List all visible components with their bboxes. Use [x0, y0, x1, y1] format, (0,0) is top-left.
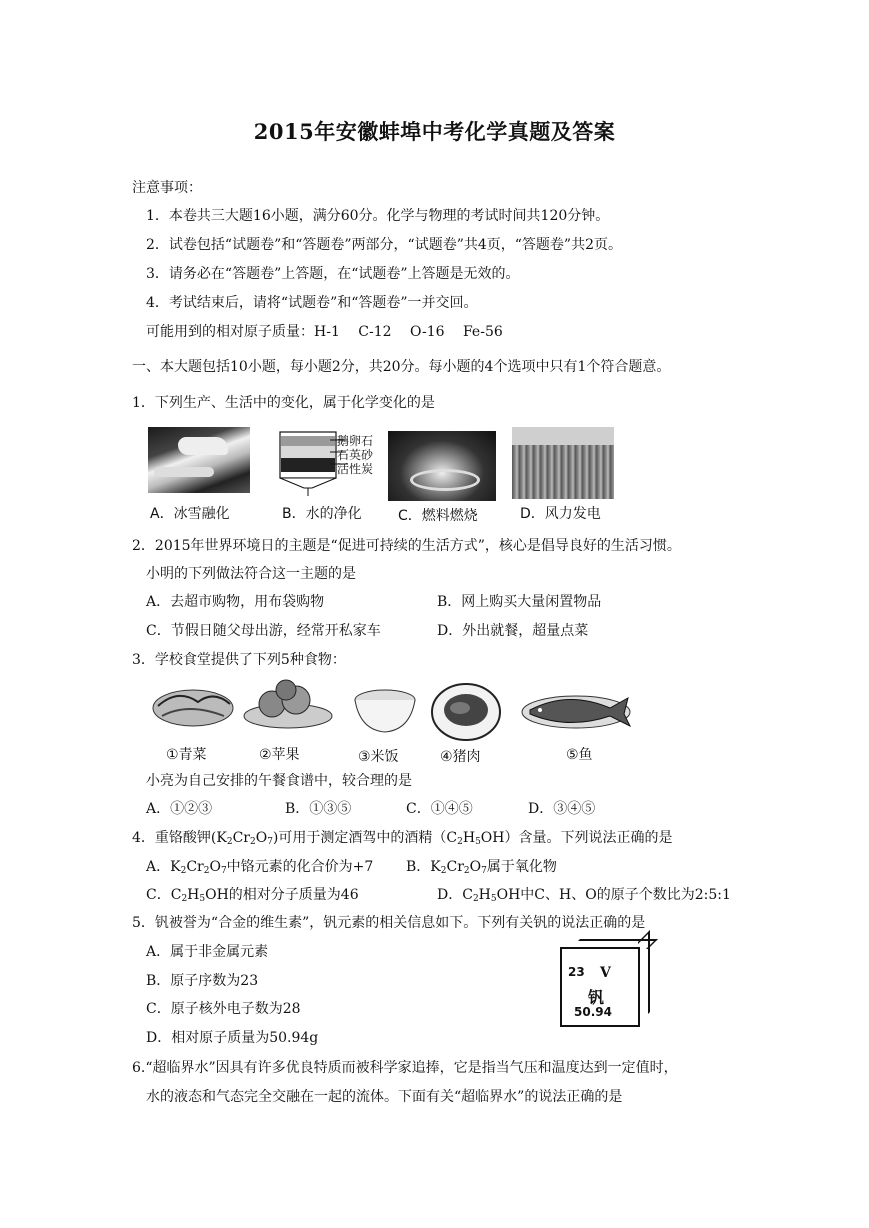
- q5-option-b: B．原子序数为23: [146, 973, 259, 989]
- food-label-5: ⑤鱼: [566, 747, 593, 763]
- q3-option-d: D．③④⑤: [528, 801, 596, 817]
- q4-option-c: C．$C_2H_5OH$的相对分子质量为46: [146, 887, 359, 904]
- food-label-4: ④猪肉: [440, 749, 481, 765]
- notice-item-2: 2．试卷包括“试题卷”和“答题卷”两部分，“试题卷”共4页，“答题卷”共2页。: [146, 237, 622, 253]
- q5-option-c: C．原子核外电子数为28: [146, 1001, 301, 1017]
- q3-option-b: B．①③⑤: [285, 801, 352, 817]
- atomic-masses: 可能用到的相对原子质量：H-1 C-12 O-16 Fe-56: [146, 324, 503, 340]
- apple-plate-image: [240, 676, 336, 734]
- element-symbol: V: [600, 965, 611, 981]
- q2-option-d: D．外出就餐，超量点菜: [437, 623, 589, 639]
- q1-caption-b: B．水的净化: [282, 506, 362, 522]
- q3-option-c: C．①④⑤: [406, 801, 473, 817]
- q4-stem: 4．重铬酸钾$(K_2Cr_2O_7)$可用于测定酒驾中的酒精$(C_2H_5OH)$含量。下列说法正确的是: [132, 830, 673, 847]
- notice-item-3: 3．请务必在“答题卷”上答题，在“试题卷”上答题是无效的。: [146, 266, 520, 282]
- q2-option-a: A．去超市购物，用布袋购物: [146, 594, 325, 610]
- q3-option-a: A．①②③: [146, 801, 213, 817]
- element-name: 钒: [588, 988, 605, 1007]
- food-label-3: ③米饭: [358, 749, 399, 765]
- notice-item-1: 1．本卷共三大题16小题，满分60分。化学与物理的考试时间共120分钟。: [146, 208, 610, 224]
- snow-melting-image: [148, 427, 250, 493]
- food-label-1: ①青菜: [166, 747, 207, 763]
- q6-stem-line2: 水的液态和气态完全交融在一起的流体。下面有关“超临界水”的说法正确的是: [146, 1089, 623, 1105]
- q5-option-d: D．相对原子质量为50.94g: [146, 1030, 319, 1046]
- q5-stem: 5．钒被誉为“合金的维生素”，钒元素的相关信息如下。下列有关钒的说法正确的是: [132, 915, 646, 931]
- q3-question: 小亮为自己安排的午餐食谱中，较合理的是: [146, 773, 412, 789]
- notice-heading: 注意事项：: [132, 180, 202, 196]
- element-atomic-number: 23: [568, 965, 585, 979]
- q2-option-b: B．网上购买大量闲置物品: [437, 594, 602, 610]
- q2-option-c: C．节假日随父母出游，经常开私家车: [146, 623, 381, 639]
- element-atomic-mass: 50.94: [574, 1005, 612, 1019]
- vegetable-image: [148, 682, 238, 732]
- pork-plate-image: [430, 680, 502, 742]
- section-heading: 一、本大题包括10小题，每小题2分，共20分。每小题的4个选项中只有1个符合题意。: [132, 359, 671, 375]
- q1-caption-a: A．冰雪融化: [150, 506, 230, 522]
- food-label-2: ②苹果: [259, 747, 300, 763]
- filter-label-pebble: 鹅卵石: [337, 434, 374, 448]
- rice-bowl-image: [352, 682, 418, 738]
- q5-option-a: A．属于非金属元素: [146, 944, 269, 960]
- q1-caption-c: C．燃料燃烧: [398, 508, 478, 524]
- q4-option-a: A．$K_2Cr_2O_7$中铬元素的化合价为+7: [146, 859, 374, 876]
- gas-burner-image: [388, 431, 496, 501]
- q1-caption-d: D．风力发电: [520, 506, 601, 522]
- q2-stem-line2: 小明的下列做法符合这一主题的是: [146, 566, 356, 582]
- page-title: 2015年安徽蚌埠中考化学真题及答案: [253, 119, 616, 144]
- q2-stem-line1: 2．2015年世界环境日的主题是“促进可持续的生活方式”，核心是倡导良好的生活习惯。: [132, 538, 681, 554]
- notice-item-4: 4．考试结束后，请将“试题卷”和“答题卷”一并交回。: [146, 295, 478, 311]
- q3-stem: 3．学校食堂提供了下列5种食物：: [132, 652, 346, 668]
- q4-option-d: D．$C_2H_5OH$中C、H、O的原子个数比为2:5:1: [437, 887, 731, 904]
- filter-label-sand: 石英砂: [337, 448, 374, 462]
- fish-plate-image: [518, 686, 636, 732]
- filter-label-carbon: 活性炭: [337, 462, 374, 476]
- wind-power-image: [512, 427, 614, 499]
- q1-stem: 1．下列生产、生活中的变化，属于化学变化的是: [132, 395, 435, 411]
- q6-stem-line1: 6.“超临界水”因具有许多优良特质而被科学家追捧，它是指当气压和温度达到一定值时，: [132, 1060, 678, 1076]
- q4-option-b: B．$K_2Cr_2O_7$属于氧化物: [406, 859, 557, 876]
